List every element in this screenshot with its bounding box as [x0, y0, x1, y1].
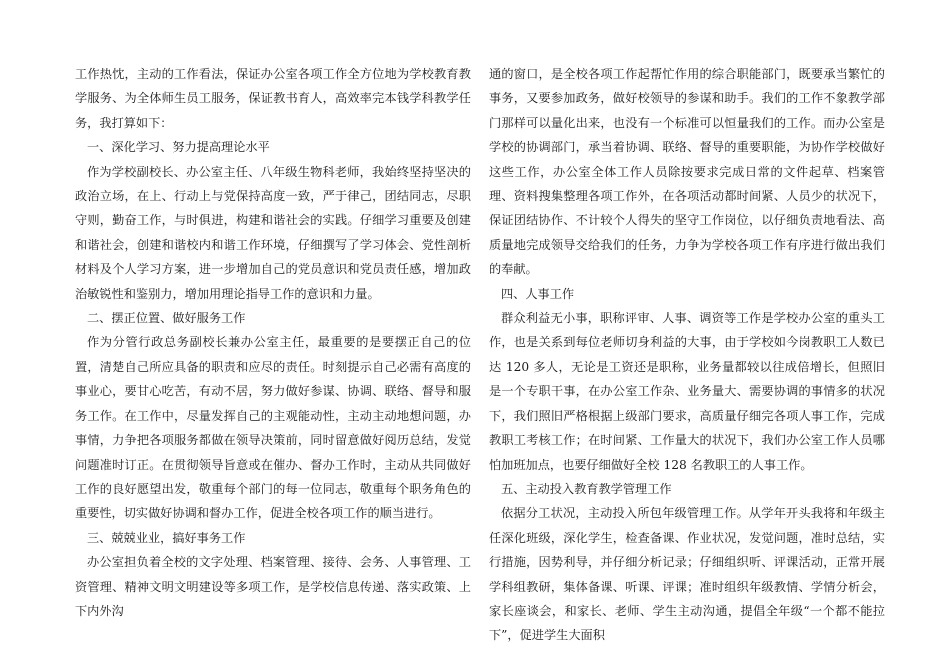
left-column	[75, 62, 471, 623]
section-paragraph-5: 依据分工状况，主动投入所包年级管理工作。从学年开头我将和年级主任深化班级，深化学生，检查备课、作业状况，发觉问题，准时总结，实行措施，因势利导，并仔细分析记录；仔细组织听、评课活动，正常开展学科组教研，集体备课、听课、评课；准时组织年级教情、学情分析会，家长座谈会，和家长、老师、学生主动沟通，提倡全年级“一个都不能拉下”，促进学生大面积	[489, 506, 885, 643]
section-heading-3: 三、兢兢业业，搞好事务工作	[87, 530, 246, 545]
right-column	[489, 62, 885, 648]
section-paragraph-4: 群众利益无小事，职称评审、人事、调资等工作是学校办公室的重头工作，也是关系到每位老师切身利益的大事，由于学校如今岗教职工人数已达 120 多人，无论是工资还是职称，业务量都较以往成倍增长，但照旧是一个专职干事，在办公室工作杂、业务量大、需要协调的事情多的状况下，我们照旧严格根据上级部门要求，高质量仔细完各项人事工作，完成教职工考核工作；在时间紧、工作量大的状况下，我们办公室工作人员哪怕加班加点，也要仔细做好全校 128 名教职工的人事工作。	[489, 311, 885, 472]
section-heading-4: 四、人事工作	[501, 286, 575, 301]
section-heading-1: 一、深化学习、努力提高理论水平	[87, 140, 270, 155]
continued-paragraph: 通的窗口，是全校各项工作起帮忙作用的综合职能部门，既要承当繁忙的事务，又要参加政务，做好校领导的参谋和助手。我们的工作不象教学部门那样可以量化出来，也没有一个标准可以恒量我们的工作。而办公室是学校的协调部门，承当着协调、联络、督导的重要职能，为协作学校做好这些工作，办公室全体工作人员除按要求完成日常的文件起草、档案管理、资料搜集整理各项工作外，在各项活动都时间紧、人员少的状况下，保证团结协作、不计较个人得失的坚守工作岗位，以仔细负责地看法、高质量地完成领导交给我们的任务，力争为学校各项工作有序进行做出我们的奉献。	[489, 67, 885, 277]
section-heading-2: 二、摆正位置、做好服务工作	[87, 311, 246, 326]
section-paragraph-2: 作为分管行政总务副校长兼办公室主任，最重要的是要摆正自己的位置，清楚自己所应具备的职责和应尽的责任。时刻提示自己必需有高度的事业心，要甘心吃苦，有动不居，努力做好参谋、协调、联络、督导和服务工作。在工作中，尽量发挥自己的主观能动性，主动主动地想问题，办事情，力争把各项服务都做在领导决策前，同时留意做好阅历总结，发觉问题准时订正。在贯彻领导旨意或在催办、督办工作时，主动从共同做好工作的良好愿望出发，敬重每个部门的每一位同志，敬重每个职务角色的重要性，切实做好协调和督办工作，促进全校各项工作的顺当进行。	[75, 335, 471, 521]
section-heading-5: 五、主动投入教育教学管理工作	[501, 481, 672, 496]
section-paragraph-3: 办公室担负着全校的文字处理、档案管理、接待、会务、人事管理、工资管理、精神文明文明建设等多项工作，是学校信息传递、落实政策、上下内外沟	[75, 555, 471, 618]
intro-paragraph: 工作热忱，主动的工作看法，保证办公室各项工作全方位地为学校教育教学服务、为全体师生员工服务，保证教书育人，高效率完本钱学科教学任务，我打算如下：	[75, 67, 471, 130]
section-paragraph-1: 作为学校副校长、办公室主任、八年级生物科老师，我始终坚持坚决的政治立场，在上、行动上与党保持高度一致，严于律己，团结同志，尽职守则，勤奋工作，与时俱进，构建和谐社会的实践。仔细学习重要及创建和谐社会，创建和谐校内和谐工作环境，仔细撰写了学习体会、党性剖析材料及个人学习方案，进一步增加自己的党员意识和党员责任感，增加政治敏锐性和鉴别力，增加用理论指导工作的意识和力量。	[75, 164, 471, 301]
